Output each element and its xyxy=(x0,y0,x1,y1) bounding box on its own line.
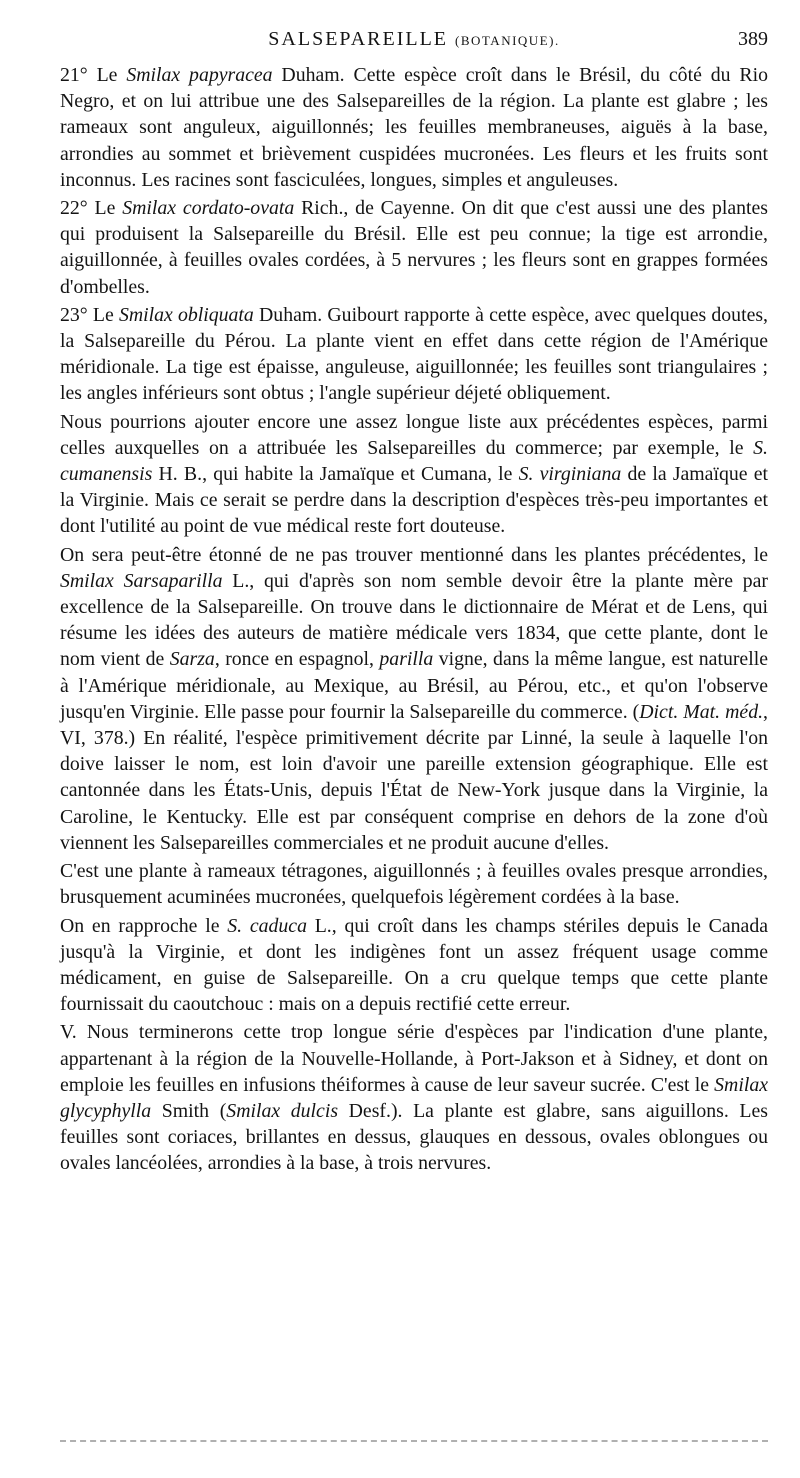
text-run: 21° Le xyxy=(60,64,127,86)
paragraph-other-species xyxy=(60,409,768,540)
text-run: Duham. Cette espèce croît dans le Brésil, du côté du Rio Negro, et on lui attribue une des Salsepareilles de la région. La plante est glabre ; les rameaux sont anguleux, aiguillonnés; les feuilles membraneuses, aiguës à la base, arrondies au sommet et brièvement cuspidées mucronées. Les fleurs et les fruits sont inconnus. Les racines sont fasciculées, longues, simples et anguleuses. xyxy=(60,64,768,191)
paragraph-smilax-obliquata xyxy=(60,302,768,407)
text-run: Rich., de Cayenne. On dit que c'est aussi une des plantes qui produisent la Salsepareille du Brésil. Elle est peu connue; la tige est arrondie, aiguillonnée, à feuilles ovales cordées, à 5 nervures ; les fleurs sont en grappes formées d'ombelles. xyxy=(60,197,768,298)
bottom-rule xyxy=(60,1440,768,1442)
text-run: Desf.). La plante est glabre, sans aiguillons. Les feuilles sont coriaces, brillantes en dessus, glauques en dessous, ovales oblongues ou ovales lancéolées, arrondies à la base, à trois nervures. xyxy=(60,1099,768,1175)
text-run: Duham. Guibourt rapporte à cette espèce, avec quelques doutes, la Salsepareille du Pérou. La plante vient en effet dans cette région de l'Amérique méridionale. La tige est épaisse, anguleuse, aiguillonnée; les feuilles sont triangulaires ; les angles inférieurs sont obtus ; l'angle supérieur déjeté obliquement. xyxy=(60,303,768,405)
text-run: V. Nous terminerons cette trop longue série d'espèces par l'indication d'une plante, appartenant à la région de la Nouvelle-Hollande, à Port-Jakson et à Sidney, et dont on emploie les feuilles en infusions théiformes à cause de leur saveur sucrée. C'est le xyxy=(60,1021,768,1096)
italic-term: Smilax glycyphylla xyxy=(60,1073,768,1122)
italic-term: S. caduca xyxy=(227,914,307,937)
italic-term: Smilax Sarsaparilla xyxy=(60,569,223,592)
text-run: On en rapproche le xyxy=(60,914,228,937)
text-run: Nous pourrions ajouter encore une assez longue liste aux précédentes espèces, parmi celles auxquelles on a attribuée les Salsepareilles du commerce; par exemple, le xyxy=(60,410,768,459)
running-title xyxy=(60,28,768,51)
running-header xyxy=(60,28,768,56)
text-run: vigne, dans la même langue, est naturelle à l'Amérique méridionale, au Mexique, au Brésil, au Pérou, etc., et qu'on l'observe jusqu'en Virginie. Elle passe pour fournir la Salsepareille du commerce. ( xyxy=(60,648,768,723)
italic-term: Smilax dulcis xyxy=(226,1099,339,1122)
text-run: 23° Le xyxy=(60,303,119,326)
page-number: 389 xyxy=(738,28,768,50)
paragraph-smilax-cordato-ovata xyxy=(60,195,768,300)
italic-term: Sarza xyxy=(169,648,215,671)
italic-term: Smilax cordato-ovata xyxy=(122,197,295,220)
paragraph-smilax-papyracea xyxy=(60,62,768,193)
text-run: , ronce en espagnol, xyxy=(214,648,380,671)
text-run: 22° Le xyxy=(60,197,123,220)
italic-term: Smilax obliquata xyxy=(118,303,254,326)
paragraph-smilax-caduca xyxy=(60,913,768,1018)
text-run: On sera peut-être étonné de ne pas trouver mentionné dans les plantes précédentes, le xyxy=(60,543,768,566)
italic-term: Smilax papyracea xyxy=(126,64,273,86)
text-run: de la Jamaïque et la Virginie. Mais ce serait se perdre dans la description d'espèces très-peu importantes et dont l'utilité au point de vue médical reste fort douteuse. xyxy=(60,463,768,538)
header-title: SALSEPAREILLE xyxy=(268,28,449,50)
header-subtitle: (BOTANIQUE). xyxy=(455,33,560,48)
text-run: L., qui croît dans les champs stériles depuis le Canada jusqu'à la Virginie, et dont les indigènes font un assez fréquent usage comme médicament, en guise de Salsepareille. On a cru quelque temps que cette plante fournissait du caoutchouc : mais on a depuis rectifié cette erreur. xyxy=(60,914,768,1016)
paragraph-smilax-glycyphylla xyxy=(60,1019,768,1176)
italic-term: Dict. Mat. méd. xyxy=(639,700,764,723)
paragraph-smilax-sarsaparilla xyxy=(60,542,768,856)
text-run: L., qui d'après son nom semble devoir être la plante mère par excellence de la Salsepareille. On trouve dans le dictionnaire de Mérat et de Lens, qui résume les idées des auteurs de matière médicale vers 1834, que cette plante, dont le nom vient de xyxy=(60,569,768,671)
body-text xyxy=(60,62,768,1177)
text-run: , VI, 378.) En réalité, l'espèce primitivement décrite par Linné, la seule à laquelle l'on doive laisser le nom, est loin d'avoir une pareille extension géographique. Elle est cantonnée dans les États-Unis, depuis l'État de New-York jusque dans la Virginie, la Caroline, le Kentucky. Elle est par conséquent comprise en dehors de la zone d'où viennent les Salsepareilles commerciales et ne produit aucune d'elles. xyxy=(60,700,768,854)
text-run: C'est une plante à rameaux tétragones, aiguillonnés ; à feuilles ovales presque arrondies, brusquement acuminées mucronées, quelquefois légèrement cordées à la base. xyxy=(60,860,768,909)
italic-term: S. virginiana xyxy=(518,463,622,486)
italic-term: S. cumanensis xyxy=(60,436,768,486)
text-run: Smith ( xyxy=(151,1099,227,1122)
text-run: H. B., qui habite la Jamaïque et Cumana, le xyxy=(152,463,519,486)
paragraph-description xyxy=(60,858,768,910)
italic-term: parilla xyxy=(379,648,434,671)
